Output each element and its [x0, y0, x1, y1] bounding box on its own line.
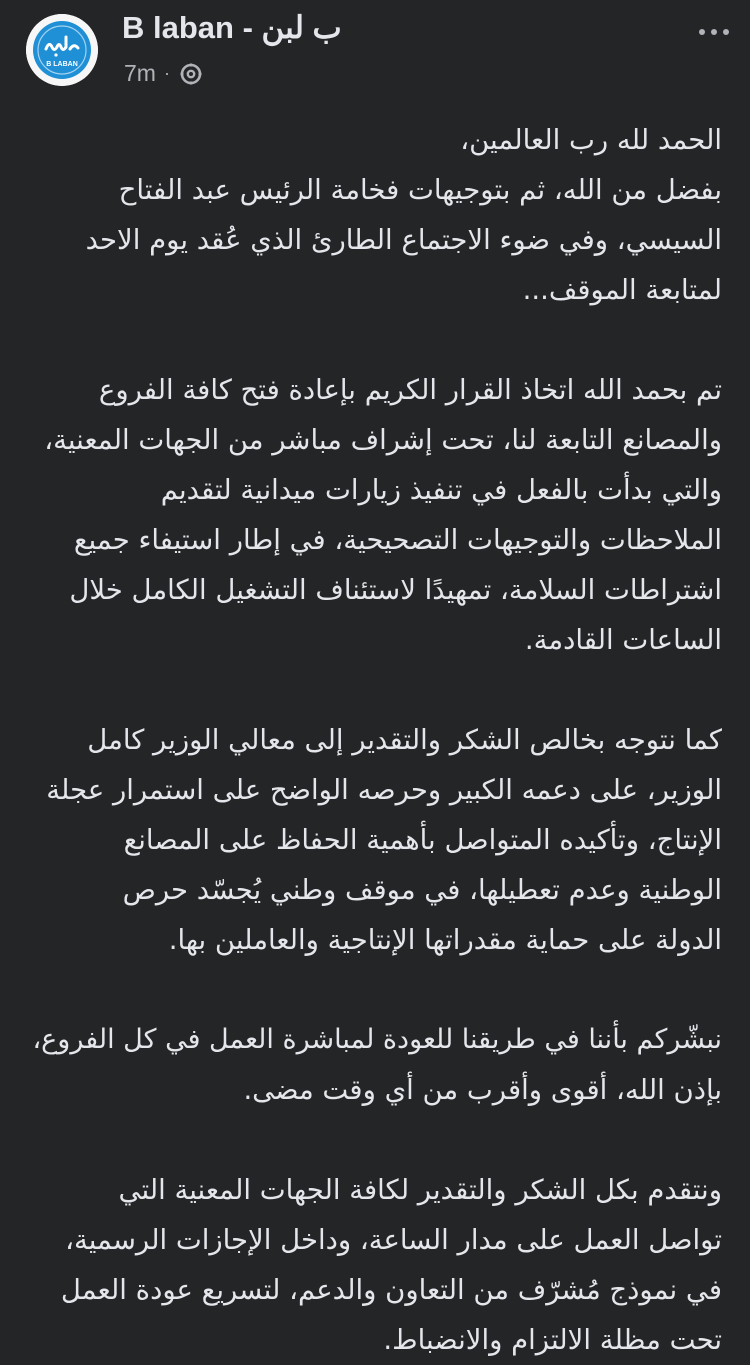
post-line: الإنتاج، وتأكيده المتواصل بأهمية الحفاظ على المصانع — [123, 824, 722, 856]
post-line: والمصانع التابعة لنا، تحت إشراف مباشر من الجهات المعنية، — [44, 424, 722, 456]
post-line: الحمد لله رب العالمين، — [460, 124, 722, 156]
post-line: تواصل العمل على مدار الساعة، وداخل الإجازات الرسمية، — [65, 1224, 722, 1256]
post-line: السيسي، وفي ضوء الاجتماع الطارئ الذي عُقد يوم الاحد — [85, 224, 722, 256]
post-line: الوزير، على دعمه الكبير وحرصه الواضح على استمرار عجلة — [46, 774, 722, 806]
post-meta — [124, 60, 203, 87]
post-line: الوطنية وعدم تعطيلها، في موقف وطني يُجسّد حرص — [122, 874, 722, 906]
public-globe-icon — [179, 62, 203, 86]
page-name[interactable]: B laban - ب لبن — [122, 10, 342, 45]
post-line: كما نتوجه بخالص الشكر والتقدير إلى معالي الوزير كامل — [87, 724, 722, 756]
post-paragraph — [22, 1015, 722, 1115]
post-header — [0, 0, 750, 100]
post-line: بإذن الله، أقوى وأقرب من أي وقت مضى. — [243, 1074, 722, 1106]
post-line: والتي بدأت بالفعل في تنفيذ زيارات ميدانية لتقديم — [160, 474, 722, 506]
post-line: الساعات القادمة. — [524, 624, 722, 656]
post-paragraph — [22, 115, 722, 315]
post-line: اشتراطات السلامة، تمهيدًا لاستئناف التشغيل الكامل خلال — [69, 574, 722, 606]
post-line: الدولة على حماية مقدراتها الإنتاجية والعاملين بها. — [168, 924, 722, 956]
post-line: تم بحمد الله اتخاذ القرار الكريم بإعادة فتح كافة الفروع — [98, 374, 722, 406]
post-paragraph — [22, 365, 722, 665]
post-time[interactable]: 7m — [124, 60, 156, 86]
post-paragraph — [22, 715, 722, 965]
post-body — [22, 115, 722, 1365]
post-line: تحت مظلة الالتزام والانضباط. — [383, 1324, 722, 1356]
post-paragraph — [22, 1165, 722, 1365]
b-laban-logo-icon — [26, 14, 98, 86]
more-options-icon[interactable] — [694, 22, 734, 42]
post-line: في نموذج مُشرّف من التعاون والدعم، لتسريع عودة العمل — [60, 1274, 722, 1306]
post-line: لمتابعة الموقف... — [522, 274, 722, 306]
post-line: نبشّركم بأننا في طريقنا للعودة لمباشرة العمل في كل الفروع، — [32, 1024, 722, 1055]
post-line: الملاحظات والتوجيهات التصحيحية، في إطار استيفاء جميع — [73, 524, 722, 556]
page-avatar[interactable] — [26, 14, 98, 86]
separator-dot: · — [163, 63, 170, 83]
post-line: بفضل من الله، ثم بتوجيهات فخامة الرئيس عبد الفتاح — [118, 174, 722, 206]
svg-text:B LABAN: B LABAN — [46, 61, 78, 68]
post-line: ونتقدم بكل الشكر والتقدير لكافة الجهات المعنية التي — [118, 1174, 722, 1206]
